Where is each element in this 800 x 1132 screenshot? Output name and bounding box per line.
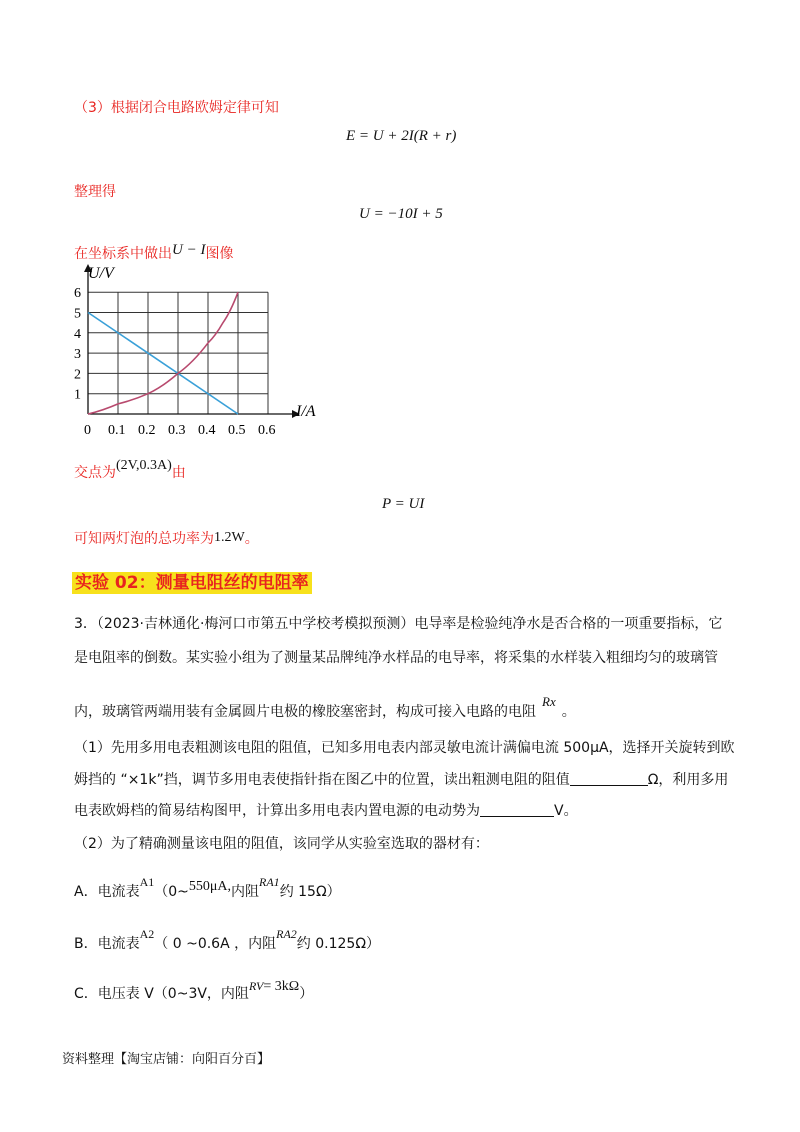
x-tick-label: 0 (84, 423, 91, 438)
p1-line2 (74, 770, 728, 790)
series-line-1 (88, 313, 238, 415)
item-a-r-symbol: RA1 (259, 875, 280, 889)
item-c-close: ） (299, 986, 314, 1002)
chart-ticks (74, 286, 276, 438)
p1-line1: （1）先用多用电表粗测该电阻的阻值，已知多用电表内部灵敏电流计满偏电流 500μA，选择开关旋转到欧 (74, 740, 735, 756)
item-a-r-value: 约 15Ω） (279, 884, 341, 900)
plot-intro (74, 240, 233, 264)
x-tick-label: 0.5 (228, 423, 246, 438)
equation-1: E = U + 2I(R + r) (346, 128, 457, 144)
intersection-value: (2V,0.3A) (116, 458, 172, 473)
y-tick-label: 4 (74, 326, 81, 342)
x-tick-label: 0.6 (258, 423, 276, 438)
conclusion-pre: 可知两灯泡的总功率为 (74, 531, 214, 547)
x-tick-label: 0.1 (108, 423, 126, 438)
equation-3: P = UI (382, 496, 425, 512)
p1-line3 (74, 801, 578, 821)
rx-symbol: Rx (542, 694, 556, 709)
p1-line2-post: Ω，利用多用 (647, 772, 729, 788)
arranged-label: 整理得 (74, 184, 116, 200)
item-b-r-label: 内阻 (248, 936, 277, 952)
item-a-r-label: 内阻 (231, 884, 260, 900)
item-a-meter: A1 (139, 875, 155, 889)
plot-intro-post: 图像 (205, 246, 234, 262)
y-tick-label: 6 (74, 286, 81, 302)
chart-grid (88, 292, 268, 414)
p2-line: （2）为了精确测量该电阻的阻值，该同学从实验室选取的器材有： (74, 836, 489, 852)
item-a-range: 550μA, (188, 879, 232, 894)
x-tick-label: 0.2 (138, 423, 156, 438)
q3-intro-line3-pre: 内，玻璃管两端用装有金属圆片电极的橡胶塞密封，构成可接入电路的电阻 (74, 704, 536, 720)
x-axis-label: I/A (296, 403, 316, 420)
item-b-label: B．电流表 (74, 936, 140, 952)
item-a-label: A．电流表 (74, 884, 140, 900)
emf-blank[interactable] (480, 802, 554, 817)
item-b-r-value: 约 0.125Ω） (296, 936, 381, 952)
intersection-line (74, 456, 186, 483)
q3-intro-line3 (74, 692, 576, 722)
y-axis-label: U/V (88, 265, 114, 282)
section-title (72, 568, 312, 593)
conclusion-line (74, 528, 259, 549)
item-c (74, 976, 313, 1004)
footer-text: 资料整理【淘宝店铺：向阳百分百】 (62, 1052, 271, 1067)
item-b (74, 924, 380, 954)
item-b-meter: A2 (139, 927, 155, 941)
y-tick-label: 5 (74, 306, 81, 322)
intersection-pre: 交点为 (74, 465, 116, 481)
resistance-blank[interactable] (570, 771, 648, 786)
conclusion-value: 1.2W (214, 530, 245, 545)
item-c-r-symbol: RV (248, 979, 264, 993)
part3-heading: （3）根据闭合电路欧姆定律可知 (74, 100, 279, 116)
item-b-range: （ 0 ~0.6A ， (154, 936, 249, 952)
section-title-text: 实验 02：测量电阻丝的电阻率 (72, 572, 312, 594)
intersection-post: 由 (171, 465, 186, 481)
item-c-r-value: = 3kΩ (263, 979, 300, 994)
q3-intro-line2: 是电阻率的倒数。某实验小组为了测量某品牌纯净水样品的电导率，将采集的水样装入粗细均匀的玻璃管 (74, 650, 718, 666)
item-c-label: C．电压表 V（0~3V，内阻 (74, 986, 249, 1002)
item-b-r-symbol: RA2 (276, 927, 297, 941)
y-tick-label: 2 (74, 367, 81, 383)
q3-intro-line3-post: 。 (561, 704, 576, 720)
u-i-chart (70, 262, 350, 442)
item-a-range-pre: （0~ (154, 884, 189, 900)
item-a (74, 872, 341, 902)
plot-intro-pre: 在坐标系中做出 (74, 246, 172, 262)
x-tick-label: 0.3 (168, 423, 186, 438)
x-tick-label: 0.4 (198, 423, 216, 438)
y-tick-label: 3 (74, 347, 81, 363)
p1-line3-post: V。 (554, 803, 578, 819)
equation-2: U = −10I + 5 (359, 206, 443, 222)
p1-line2-pre: 姆挡的 “×1k”挡，调节多用电表使指针指在图乙中的位置，读出粗测电阻的阻值 (74, 772, 570, 788)
plot-intro-var: U − I (172, 242, 206, 258)
q3-intro-line1: 3．（2023·吉林通化·梅河口市第五中学校考模拟预测）电导率是检验纯净水是否合格的一项重要指标，它 (74, 616, 723, 632)
y-tick-label: 1 (74, 387, 81, 403)
p1-line3-pre: 电表欧姆档的简易结构图甲，计算出多用电表内置电源的电动势为 (74, 803, 480, 819)
conclusion-post: 。 (244, 531, 259, 547)
